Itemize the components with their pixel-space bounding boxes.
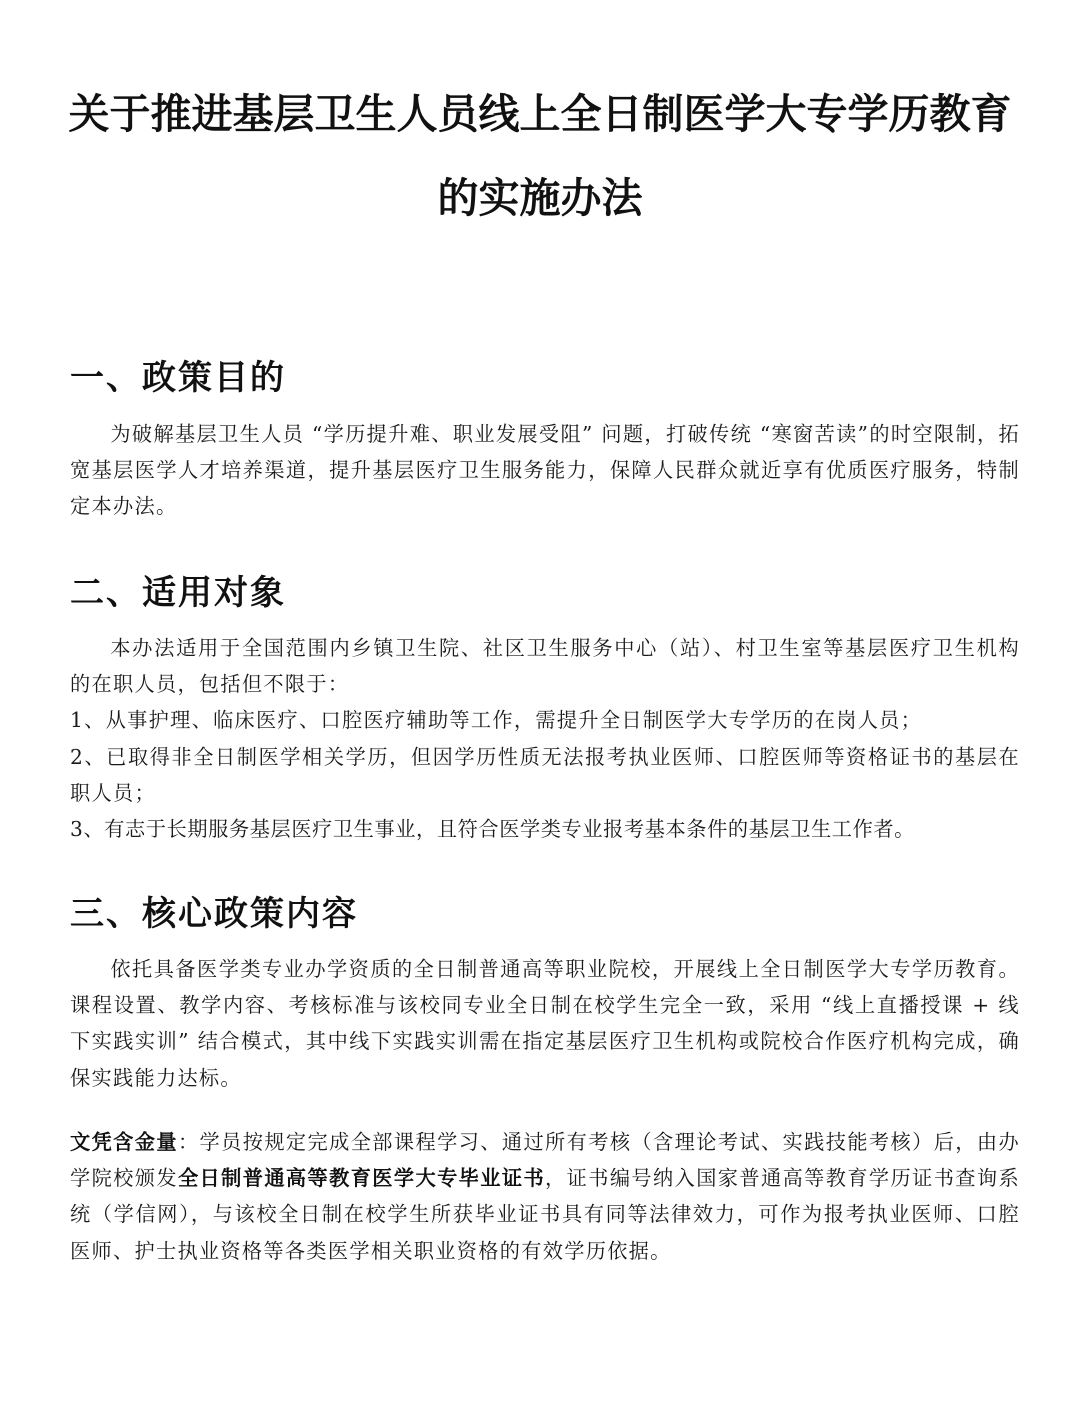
section-2-intro: 本办法适用于全国范围内乡镇卫生院、社区卫生服务中心（站）、村卫生室等基层医疗卫生机构的在职人员，包括但不限于： — [70, 636, 1020, 697]
credential-certificate-name: 全日制普通高等教育医学大专毕业证书 — [177, 1166, 546, 1191]
section-2-list-item-2: 2、已取得非全日制医学相关学历，但因学历性质无法报考执业医师、口腔医师等资格证书的基层在职人员； — [70, 744, 1020, 805]
section-2-heading: 二、适用对象 — [70, 573, 286, 613]
section-1-paragraph: 为破解基层卫生人员 “学历提升难、职业发展受阻” 问题，打破传统 “寒窗苦读”的时空限制，拓宽基层医学人才培养渠道，提升基层医疗卫生服务能力，保障人民群众就近享有优质医疗服务，特制定本办法。 — [70, 422, 1020, 519]
credential-label: 文凭含金量 — [70, 1130, 178, 1154]
section-3-paragraph: 依托具备医学类专业办学资质的全日制普通高等职业院校，开展线上全日制医学大专学历教育。课程设置、教学内容、考核标准与该校同专业全日制在校学生完全一致，采用 “线上直播授课 + 线下实践实训” 结合模式，其中线下实践实训需在指定基层医疗卫生机构或院校合作医疗机构完成，确保实践能力达标。 — [70, 957, 1020, 1090]
section-1-body — [70, 416, 1020, 525]
credential-paragraph — [70, 1124, 1020, 1269]
section-2-list-item-3: 3、有志于长期服务基层医疗卫生事业，且符合医学类专业报考基本条件的基层卫生工作者。 — [70, 817, 915, 842]
credential-text-1: ：学员按规定完成全部课程学习、通过所有考核（含理论考试、实践技能考核）后，由办学院校颁发 — [70, 1130, 1020, 1191]
section-3-heading: 三、核心政策内容 — [70, 894, 358, 934]
document-title-line-1: 关于推进基层卫生人员线上全日制医学大专学历教育 — [68, 90, 1012, 138]
section-2-body — [70, 630, 1020, 847]
section-3-body — [70, 951, 1020, 1096]
document-title-line-2: 的实施办法 — [437, 174, 643, 222]
document-title — [60, 72, 1020, 240]
credential-block — [70, 1124, 1020, 1269]
credential-text-2: ，证书编号纳入国家普通高等教育学历证书查询系统（学信网），与该校全日制在校学生所获毕业证书具有同等法律效力，可作为报考执业医师、口腔医师、护士执业资格等各类医学相关职业资格的有效学历依据。 — [70, 1166, 1020, 1263]
section-2-list-item-1: 1、从事护理、临床医疗、口腔医疗辅助等工作，需提升全日制医学大专学历的在岗人员； — [70, 708, 923, 733]
section-1-heading: 一、政策目的 — [70, 358, 286, 398]
